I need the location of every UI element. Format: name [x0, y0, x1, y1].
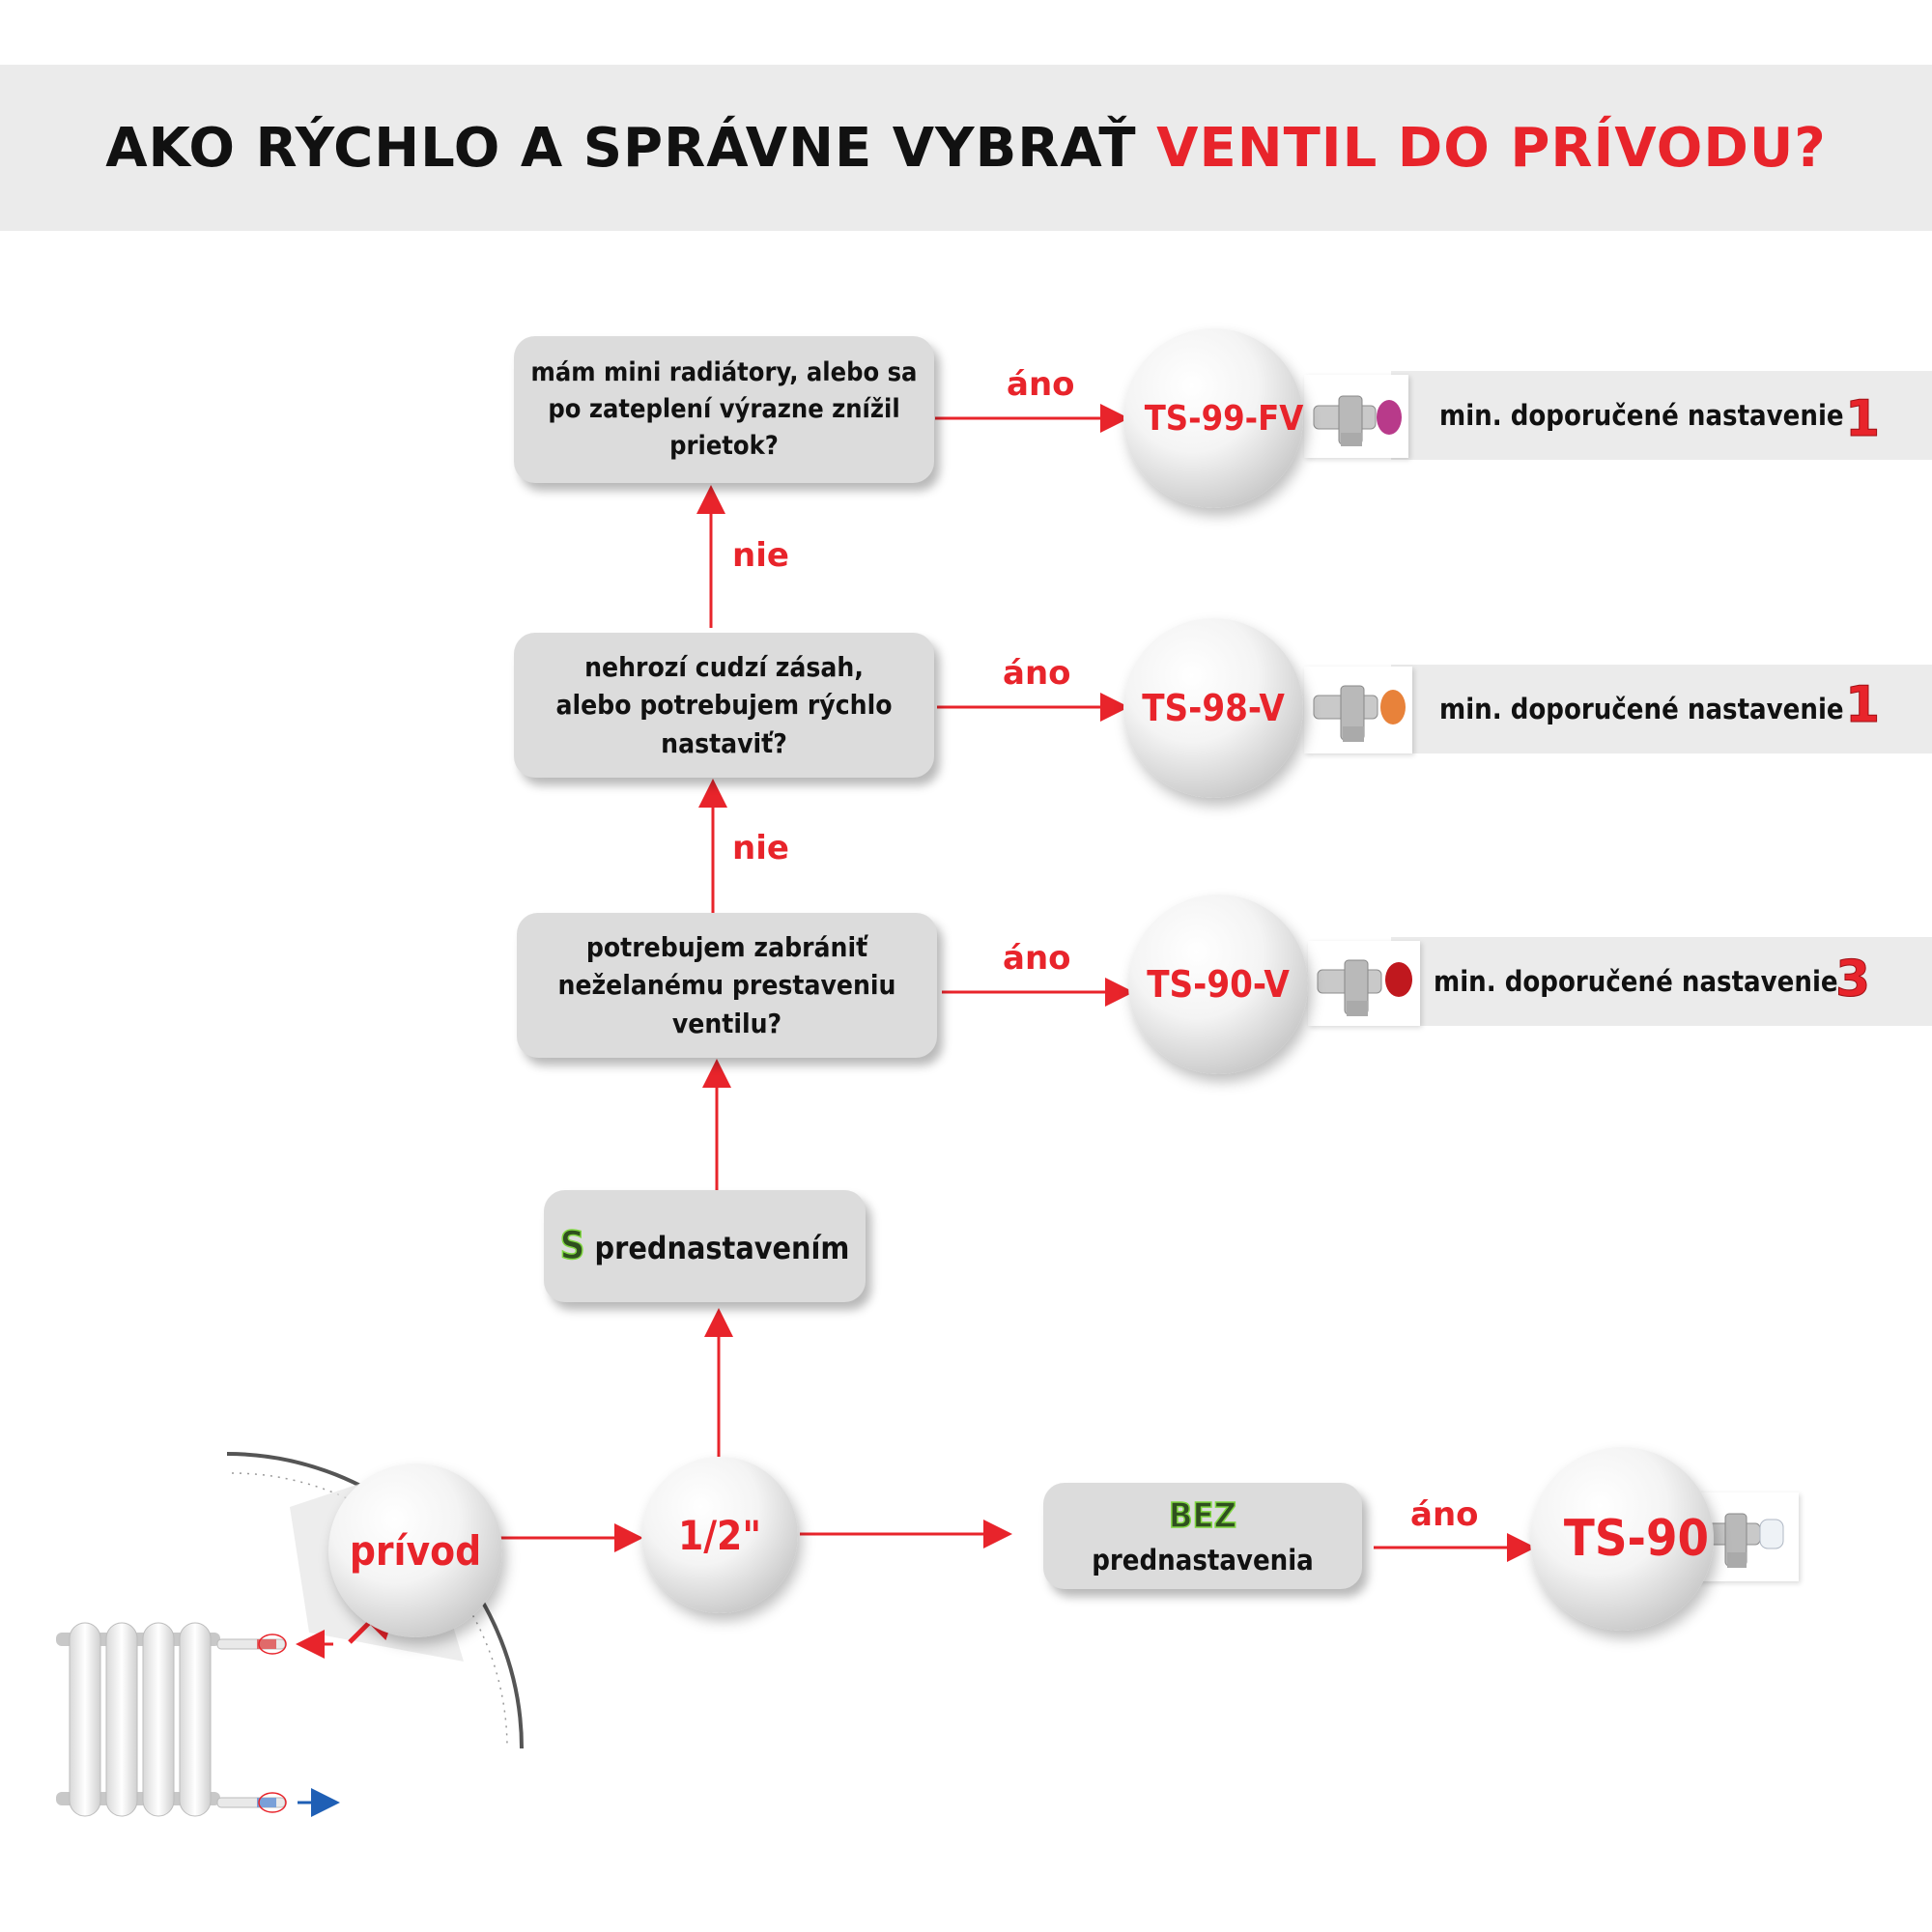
- question-line: mám mini radiátory, alebo sa: [530, 357, 918, 388]
- question-line: ventilu?: [671, 1007, 782, 1039]
- node-pipe-size-label: 1/2": [677, 1511, 762, 1559]
- question-interference: [514, 633, 934, 778]
- result-node-ts90: [1530, 1447, 1714, 1631]
- setting-label: min. doporučené nastavenie: [1439, 399, 1844, 432]
- result-node-ts99: [1123, 328, 1303, 508]
- valve-image-ts90v: [1308, 941, 1420, 1026]
- result-node-ts98: [1123, 618, 1303, 798]
- question-prevent-adjustment: [517, 913, 937, 1058]
- node-pipe-size: [641, 1457, 798, 1613]
- edge-label-yes: áno: [1007, 365, 1075, 404]
- edge-label-no: nie: [732, 829, 789, 867]
- edge-label-yes: áno: [1003, 654, 1071, 693]
- question-mini-radiators: [514, 336, 934, 483]
- option-prefix-s: S: [559, 1224, 585, 1268]
- edge-label-no: nie: [732, 536, 789, 575]
- result-node-ts90v: [1128, 895, 1308, 1074]
- valve-icon: [1308, 941, 1420, 1026]
- valve-icon: [1304, 667, 1412, 753]
- question-line: nehrozí cudzí zásah,: [584, 651, 864, 684]
- setting-value: 3: [1835, 951, 1871, 1009]
- setting-label: min. doporučené nastavenie: [1434, 965, 1838, 998]
- option-without-preset: [1043, 1483, 1362, 1589]
- option-without-preset-label: prednastavenia: [1092, 1543, 1314, 1577]
- question-line: nastaviť?: [661, 726, 787, 759]
- option-with-preset: [544, 1190, 866, 1302]
- question-line: alebo potrebujem rýchlo: [555, 689, 893, 722]
- question-line: neželanému prestaveniu: [557, 969, 896, 1002]
- valve-icon: [1304, 375, 1408, 458]
- title-part-2: VENTIL DO PRÍVODU?: [1156, 116, 1827, 180]
- question-line: potrebujem zabrániť: [585, 931, 868, 964]
- setting-value: 1: [1845, 390, 1881, 448]
- edge-label-yes: áno: [1410, 1495, 1479, 1534]
- question-line: po zateplení výrazne znížil: [548, 394, 900, 425]
- valve-code: TS-99-FV: [1144, 398, 1304, 439]
- valve-image-ts99: [1304, 375, 1408, 458]
- option-prefix-bez: BEZ: [1168, 1495, 1237, 1536]
- option-with-preset-label: prednastavením: [594, 1230, 850, 1266]
- node-privod-label: prívod: [349, 1526, 482, 1575]
- setting-value: 1: [1845, 676, 1881, 734]
- valve-code: TS-90: [1563, 1510, 1710, 1568]
- question-line: prietok?: [669, 430, 779, 461]
- valve-code: TS-98-V: [1142, 687, 1285, 729]
- node-privod: [328, 1463, 502, 1637]
- setting-label: min. doporučené nastavenie: [1439, 693, 1844, 725]
- title-part-1: AKO RÝCHLO A SPRÁVNE VYBRAŤ: [105, 116, 1137, 180]
- valve-image-ts98: [1304, 667, 1412, 753]
- edge-label-yes: áno: [1003, 939, 1071, 978]
- radiator-icon: [56, 1623, 286, 1816]
- valve-code: TS-90-V: [1147, 963, 1290, 1006]
